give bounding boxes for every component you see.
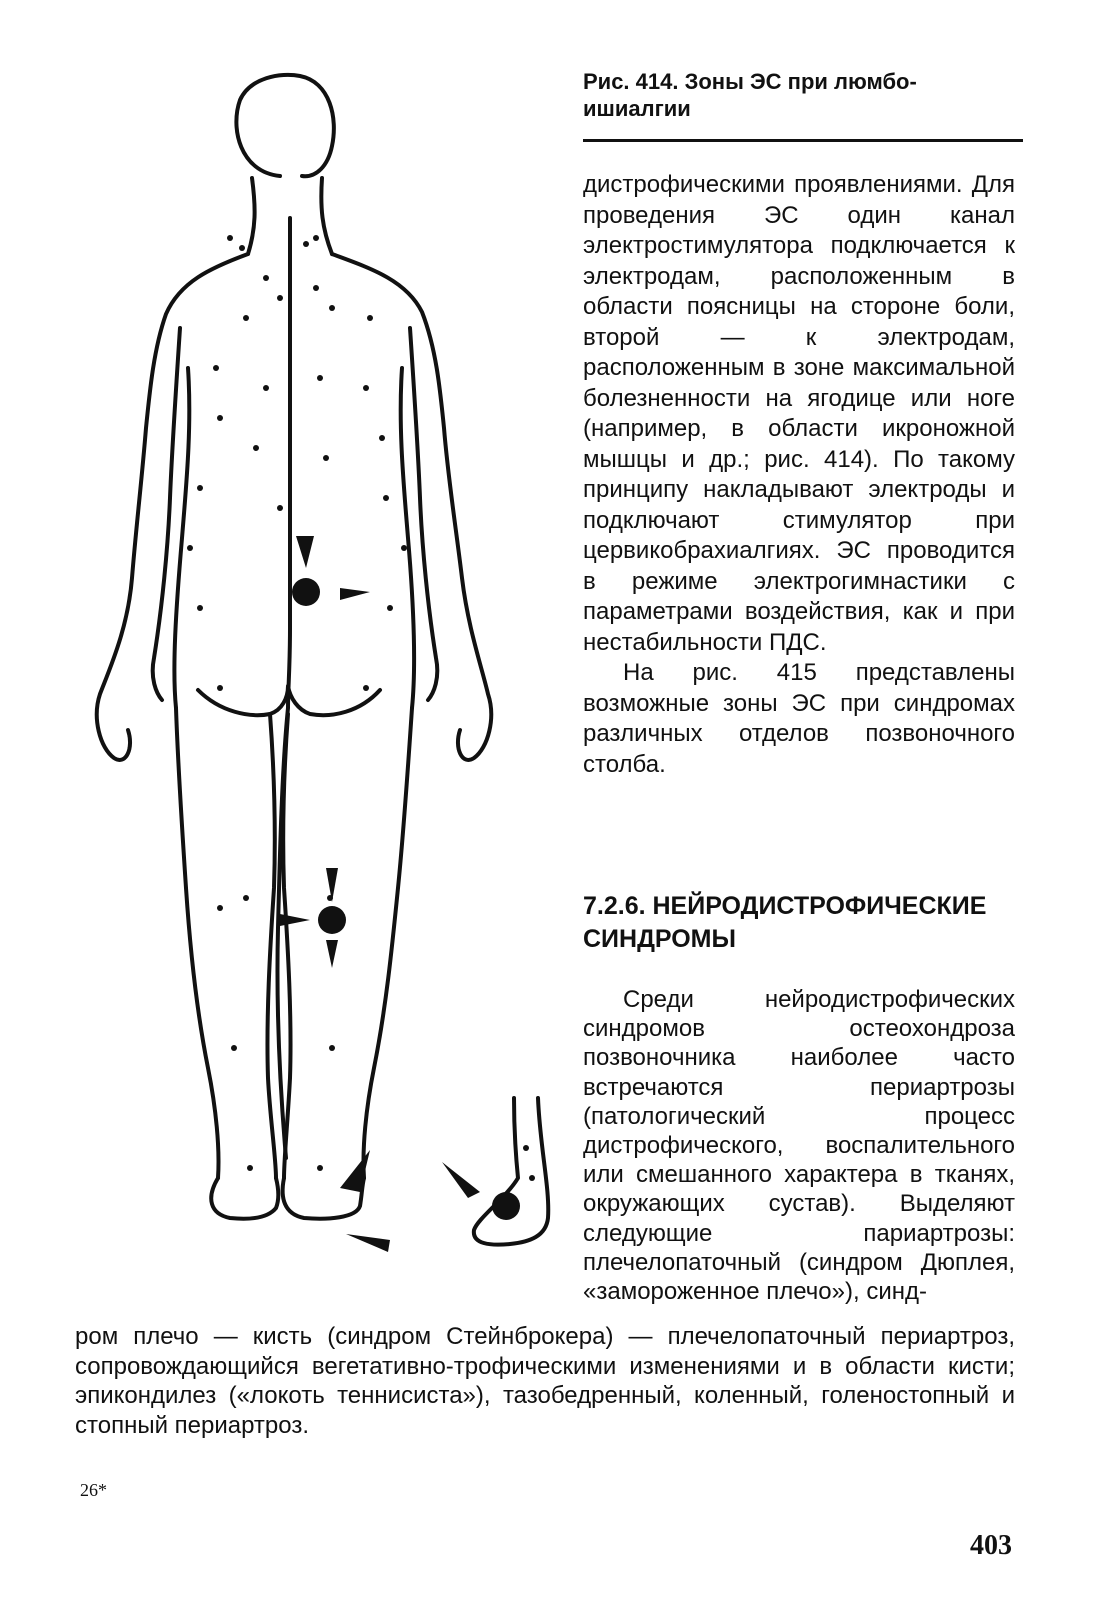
paragraph: дистрофическими проявлениями. Для проведения ЭС один канал электростимулятора подключается к электродам, расположенным в области поясницы на стороне боли, второй — к электродам, расположенным в зоне максимальной болезненности на ягодице или ноге (например, в области икроножной мышцы и др.; рис. 414). По такому принципу накладывают электроды и подключают стимулятор при цервикобрахиалгиях. ЭС проводится в режиме электрогимнастики с параметрами воздействия, как и при нестабильности ПДС. [583, 171, 1015, 656]
section-column-text [583, 985, 1015, 1306]
lateral-foot [474, 1098, 548, 1245]
left-leg-outer [176, 708, 219, 1178]
right-torso [401, 368, 414, 708]
paragraph: ром плечо — кисть (синдром Стейнброкера) — плечелопаточный периартроз, сопровождающийся вегетативно-трофическими изменениями и в области кисти; эпикондилез («локоть теннисиста»), тазобедренный, коленный, голеностопный и стопный периартроз. [75, 1323, 1015, 1439]
electrode-dot-icon [292, 578, 520, 1220]
section-heading: 7.2.6. НЕЙРОДИСТРОФИЧЕСКИЕ СИНДРОМЫ [583, 892, 987, 953]
figure-414 [70, 68, 570, 1288]
left-foot [211, 1178, 278, 1219]
paragraph: Среди нейродистрофических синдромов остеохондроза позвоночника наиболее часто встречаются периартрозы (патологический процесс дистрофического, воспалительного или смешанного характера в тканях, окружающих сустав). Выделяют следующие париартрозы: плечелопаточный (синдром Дюплея, «замороженное плечо»), синд- [583, 986, 1015, 1306]
caption-divider [583, 139, 1023, 142]
spine-line [277, 218, 290, 1158]
paragraph: На рис. 415 представлены возможные зоны ЭС при синдромах различных отделов позвоночного столба. [583, 659, 1015, 778]
right-leg-outer [363, 708, 412, 1178]
left-body-outline [97, 254, 248, 760]
human-body-back-icon [70, 68, 570, 1288]
printer-signature: 26* [80, 1480, 107, 1500]
page-number: 403 [970, 1530, 1012, 1561]
head-outline [236, 75, 333, 176]
figure-caption: Рис. 414. Зоны ЭС при люмбо-ишиалгии [583, 69, 917, 121]
left-torso [174, 368, 189, 708]
arrow-marker-icon [280, 536, 480, 1252]
section-wide-text [75, 1322, 1015, 1440]
column-text [583, 170, 1015, 780]
left-leg-inner [267, 714, 276, 1178]
